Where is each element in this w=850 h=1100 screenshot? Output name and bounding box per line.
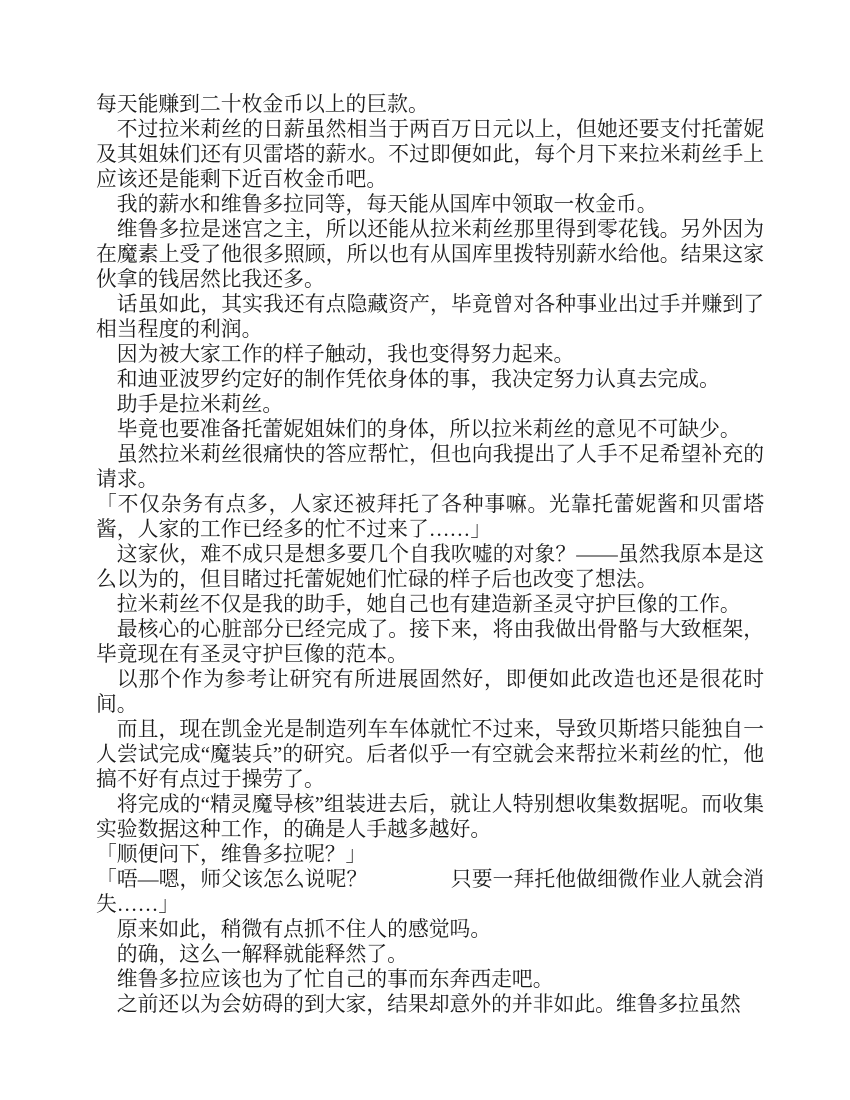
- paragraph: 拉米莉丝不仅是我的助手，她自己也有建造新圣灵守护巨像的工作。: [116, 593, 741, 616]
- paragraph: 的确，这么一解释就能释然了。: [116, 943, 408, 966]
- paragraph: 维鲁多拉是迷宫之主，所以还能从拉米莉丝那里得到零花钱。另外因为在魔素上受了他很多照顾，所以也有从国库里拨特别薪水给他。结果这家伙拿的钱居然比我还多。: [96, 218, 764, 291]
- paragraph: 最核心的心脏部分已经完成了。接下来，将由我做出骨骼与大致框架，毕竟现在有圣灵守护巨像的范本。: [96, 618, 764, 666]
- paragraph: 这家伙，难不成只是想多要几个自我吹嘘的对象？——虽然我原本是这么以为的，但目睹过托蕾妮她们忙碌的样子后也改变了想法。: [96, 543, 764, 591]
- paragraph: 和迪亚波罗约定好的制作凭依身体的事，我决定努力认真去完成。: [116, 368, 720, 391]
- paragraph: 每天能赚到二十枚金币以上的巨款。: [96, 93, 429, 116]
- paragraph: 助手是拉米莉丝。: [116, 393, 284, 416]
- paragraph: 因为被大家工作的样子触动，我也变得努力起来。: [116, 343, 575, 366]
- paragraph: 「唔—嗯，师父该怎么说呢？ 只要一拜托他做细微作业人就会消失……」: [96, 868, 764, 916]
- paragraph: 将完成的“精灵魔导核”组装进去后，就让人特别想收集数据呢。而收集实验数据这种工作，的确是人手越多越好。: [96, 793, 764, 841]
- paragraph: 毕竟也要准备托蕾妮姐妹们的身体，所以拉米莉丝的意见不可缺少。: [116, 418, 741, 441]
- paragraph: 我的薪水和维鲁多拉同等，每天能从国库中领取一枚金币。: [116, 193, 658, 216]
- paragraph: 之前还以为会妨碍的到大家，结果却意外的并非如此。维鲁多拉虽然: [116, 993, 741, 1016]
- paragraph: 虽然拉米莉丝很痛快的答应帮忙，但也向我提出了人手不足希望补充的请求。: [96, 443, 764, 491]
- paragraph: 以那个作为参考让研究有所进展固然好，即便如此改造也还是很花时间。: [96, 668, 764, 716]
- paragraph: 话虽如此，其实我还有点隐藏资产，毕竟曾对各种事业出过手并赚到了相当程度的利润。: [96, 293, 764, 341]
- paragraph: 而且，现在凯金光是制造列车车体就忙不过来，导致贝斯塔只能独自一人尝试完成“魔装兵”的研究。后者似乎一有空就会来帮拉米莉丝的忙，他搞不好有点过于操劳了。: [96, 718, 764, 791]
- paragraph: 不过拉米莉丝的日薪虽然相当于两百万日元以上，但她还要支付托蕾妮及其姐妹们还有贝雷塔的薪水。不过即便如此，每个月下来拉米莉丝手上应该还是能剩下近百枚金币吧。: [96, 118, 764, 191]
- paragraph: 维鲁多拉应该也为了忙自己的事而东奔西走吧。: [116, 968, 554, 991]
- paragraph: 「顺便问下，维鲁多拉呢？」: [96, 843, 367, 866]
- novel-text-body: [96, 92, 764, 1017]
- paragraph: 原来如此，稍微有点抓不住人的感觉吗。: [116, 918, 492, 941]
- paragraph: 「不仅杂务有点多，人家还被拜托了各种事嘛。光靠托蕾妮酱和贝雷塔酱，人家的工作已经多的忙不过来了……」: [96, 493, 764, 541]
